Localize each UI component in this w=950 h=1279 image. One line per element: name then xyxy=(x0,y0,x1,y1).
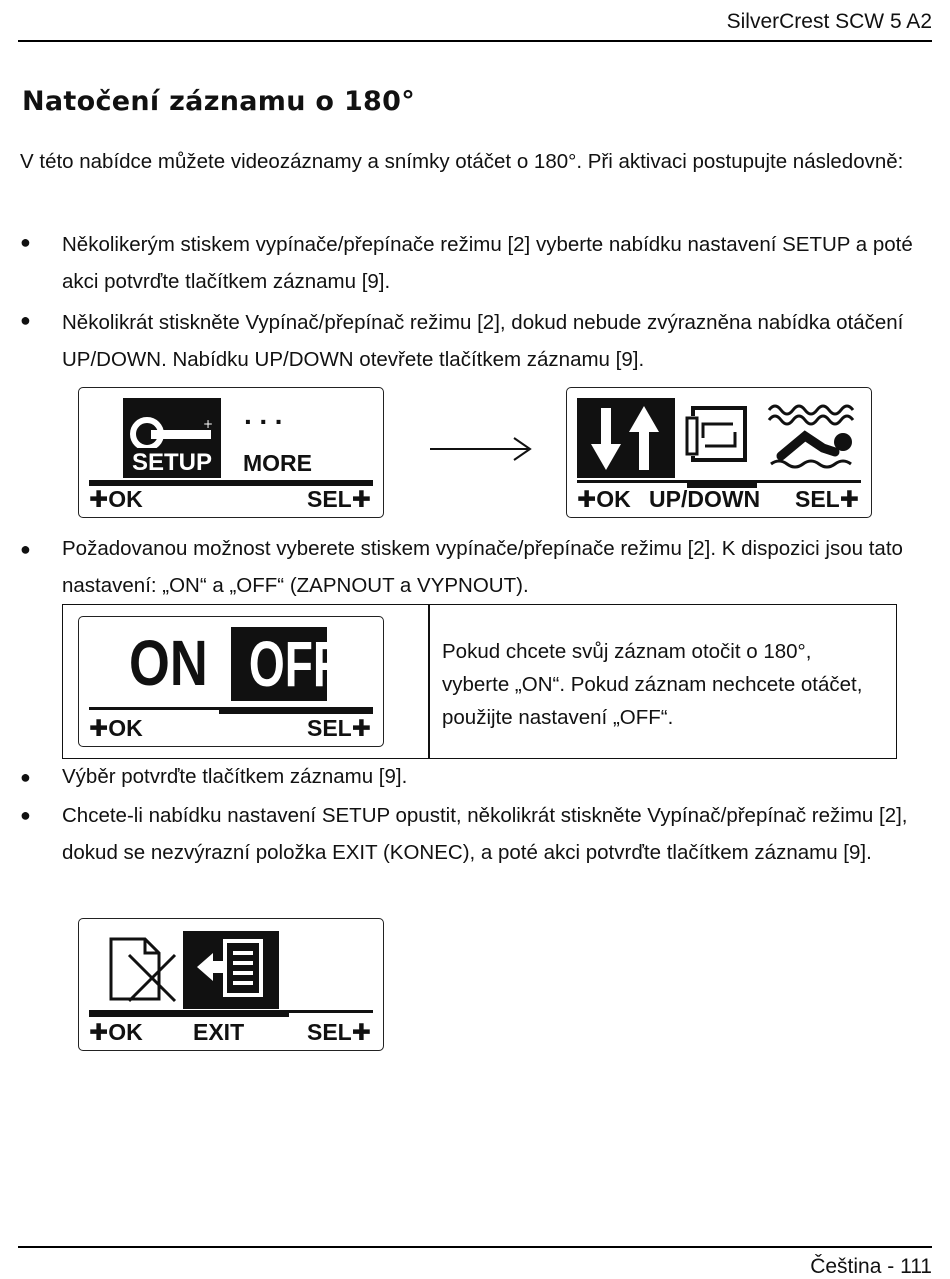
product-name: SilverCrest SCW 5 A2 xyxy=(726,10,932,33)
setup-label: SETUP xyxy=(123,448,221,478)
bullet-dot: ● xyxy=(20,539,31,559)
bullet-text-2: Několikrát stiskněte Vypínač/přepínač režimu [2], dokud nebude zvýrazněna nabídka otáčení UP/DOWN. Nabídku UP/DOWN otevřete tlačítkem záznamu [9]. xyxy=(62,311,904,371)
ok-label: ✚OK xyxy=(89,486,143,512)
lcd-exit-screen xyxy=(78,918,384,1051)
section-title: Natočení záznamu o 180° xyxy=(22,86,416,117)
bullet-dot: ● xyxy=(20,232,31,252)
updown-label: UP/DOWN xyxy=(649,486,761,512)
onoff-note: Pokud chcete svůj záznam otočit o 180°, vyberte „ON“. Pokud záznam nechcete otáčet, použijte nastavení „OFF“. xyxy=(442,640,863,729)
svg-text:+: + xyxy=(203,417,214,431)
bullet-text-1: Několikerým stiskem vypínače/přepínače režimu [2] vyberte nabídku nastavení SETUP a poté akci potvrďte tlačítkem záznamu [9]. xyxy=(62,233,913,293)
delete-file-icon xyxy=(105,933,177,1003)
bullet-dot: ● xyxy=(20,767,31,787)
bullet-dot: ● xyxy=(20,805,31,825)
sel-label: SEL✚ xyxy=(306,715,371,741)
underwater-swimmer-icon xyxy=(765,400,863,472)
ok-label: ✚OK xyxy=(577,486,631,512)
bullet-text-4: Výběr potvrďte tlačítkem záznamu [9]. xyxy=(62,765,408,788)
ok-label: ✚OK xyxy=(89,715,143,741)
off-option-highlighted xyxy=(231,627,342,701)
ok-label: ✚OK xyxy=(89,1019,143,1045)
menu-bar-highlight xyxy=(89,1013,289,1017)
lcd-setup-screen xyxy=(78,387,384,518)
on-option: ON xyxy=(129,627,208,699)
exit-icon xyxy=(183,931,279,1009)
bullet-text-5: Chcete-li nabídku nastavení SETUP opustit, několikrát stiskněte Vypínač/přepínač režimu [2], dokud se nezvýrazní položka EXIT (KONEC), a poté akci potvrďte tlačítkem záznamu [9]. xyxy=(62,804,908,864)
onoff-frame xyxy=(62,604,897,759)
page-number: Čeština - 111 xyxy=(810,1255,932,1278)
frame-divider xyxy=(428,605,430,758)
arrow-right-icon xyxy=(428,434,534,464)
footer-rule xyxy=(18,1246,932,1248)
more-label: MORE xyxy=(243,450,312,476)
sel-label: SEL✚ xyxy=(306,486,371,512)
more-dots-icon: ··· xyxy=(244,406,290,437)
lcd-updown-screen xyxy=(566,387,872,518)
sel-label: SEL✚ xyxy=(306,1019,371,1045)
menu-bar-highlight xyxy=(219,710,373,714)
bullet-text-3: Požadovanou možnost vyberete stiskem vypínače/přepínače režimu [2]. K dispozici jsou tato nastavení: „ON“ a „OFF“ (ZAPNOUT a VYPNOUT). xyxy=(62,537,903,597)
lcd-onoff-screen xyxy=(78,616,384,747)
page-header xyxy=(18,0,932,42)
exit-label: EXIT xyxy=(193,1019,245,1045)
off-option-label: OFF xyxy=(248,628,342,700)
bullet-dot: ● xyxy=(20,310,31,330)
intro-paragraph: V této nabídce můžete videozáznamy a snímky otáčet o 180°. Při aktivaci postupujte následovně: xyxy=(20,150,904,173)
sel-label: SEL✚ xyxy=(794,486,859,512)
rotate-icon xyxy=(683,402,755,472)
up-down-arrows-icon xyxy=(577,398,675,478)
